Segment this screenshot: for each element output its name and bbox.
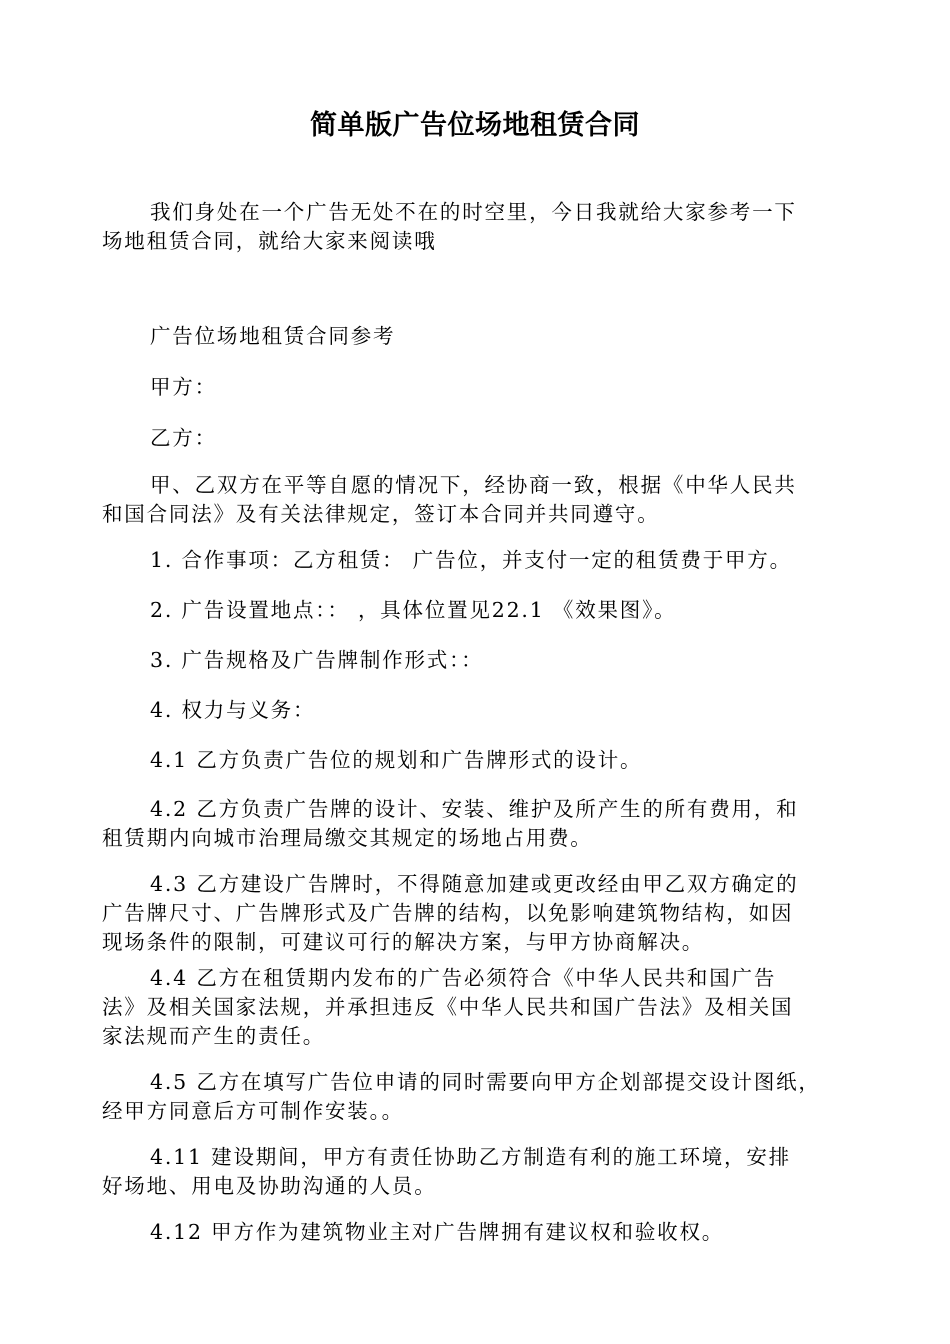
- paragraph-party-b: [102, 424, 862, 453]
- paragraph-line: 家法规而产生的责任。: [102, 1024, 325, 1048]
- paragraph-intro: [102, 198, 862, 256]
- paragraph-line: 现场条件的限制，可建议可行的解决方案，与甲方协商解决。: [102, 930, 705, 954]
- paragraph-party-a: [102, 373, 862, 402]
- paragraph-line: 甲、乙双方在平等自愿的情况下，经协商一致，根据《中华人民共: [150, 473, 797, 497]
- paragraph-line: 4.3 乙方建设广告牌时，不得随意加建或更改经由甲乙双方确定的: [150, 872, 799, 896]
- clause-4-5: [102, 1068, 862, 1126]
- paragraph-line: 3. 广告规格及广告牌制作形式：：: [150, 648, 484, 672]
- paragraph-line: 我们身处在一个广告无处不在的时空里，今日我就给大家参考一下: [150, 200, 797, 224]
- clause-3: [102, 646, 862, 675]
- clause-4: [102, 696, 862, 725]
- paragraph-line: 4.12 甲方作为建筑物业主对广告牌拥有建议权和验收权。: [150, 1220, 725, 1244]
- paragraph-line: 4.5 乙方在填写广告位申请的同时需要向甲方企划部提交设计图纸，: [150, 1070, 821, 1094]
- clause-4-11: [102, 1143, 862, 1201]
- paragraph-line: 甲方：: [150, 375, 217, 399]
- paragraph-line: 经甲方同意后方可制作安装。。: [102, 1099, 404, 1123]
- paragraph-line: 场地租赁合同，就给大家来阅读哦: [102, 229, 437, 253]
- paragraph-line: 法》及相关国家法规，并承担违反《中华人民共和国广告法》及相关国: [102, 995, 794, 1019]
- paragraph-line: 广告位场地租赁合同参考: [150, 324, 396, 348]
- paragraph-line: 和国合同法》及有关法律规定，签订本合同并共同遵守。: [102, 502, 660, 526]
- paragraph-line: 1. 合作事项：乙方租赁： 广告位，并支付一定的租赁费于甲方。: [150, 548, 792, 572]
- clause-4-2: [102, 795, 862, 853]
- clause-1: [102, 546, 862, 575]
- clause-4-3: [102, 870, 862, 957]
- paragraph-line: 4.4 乙方在租赁期内发布的广告必须符合《中华人民共和国广告: [150, 966, 777, 990]
- paragraph-line: 2. 广告设置地点：： ，具体位置见22.1 《效果图》。: [150, 598, 677, 622]
- paragraph-line: 4.11 建设期间，甲方有责任协助乙方制造有利的施工环境，安排: [150, 1145, 791, 1169]
- document-title: 简单版广告位场地租赁合同: [310, 110, 640, 141]
- paragraph-line: 好场地、用电及协助沟通的人员。: [102, 1174, 437, 1198]
- clause-2: [102, 596, 862, 625]
- paragraph-line: 广告牌尺寸、广告牌形式及广告牌的结构，以免影响建筑物结构，如因: [102, 901, 794, 925]
- paragraph-line: 乙方：: [150, 426, 217, 450]
- paragraph-line: 租赁期内向城市治理局缴交其规定的场地占用费。: [102, 826, 593, 850]
- paragraph-line: 4.1 乙方负责广告位的规划和广告牌形式的设计。: [150, 748, 643, 772]
- paragraph-line: 4.2 乙方负责广告牌的设计、安装、维护及所产生的所有费用，和: [150, 797, 799, 821]
- clause-4-1: [102, 746, 862, 775]
- paragraph-line: 4. 权力与义务：: [150, 698, 316, 722]
- paragraph-preamble: [102, 471, 862, 529]
- paragraph-contract-heading: [102, 322, 862, 351]
- clause-4-4: [102, 964, 862, 1051]
- clause-4-12: [102, 1218, 862, 1247]
